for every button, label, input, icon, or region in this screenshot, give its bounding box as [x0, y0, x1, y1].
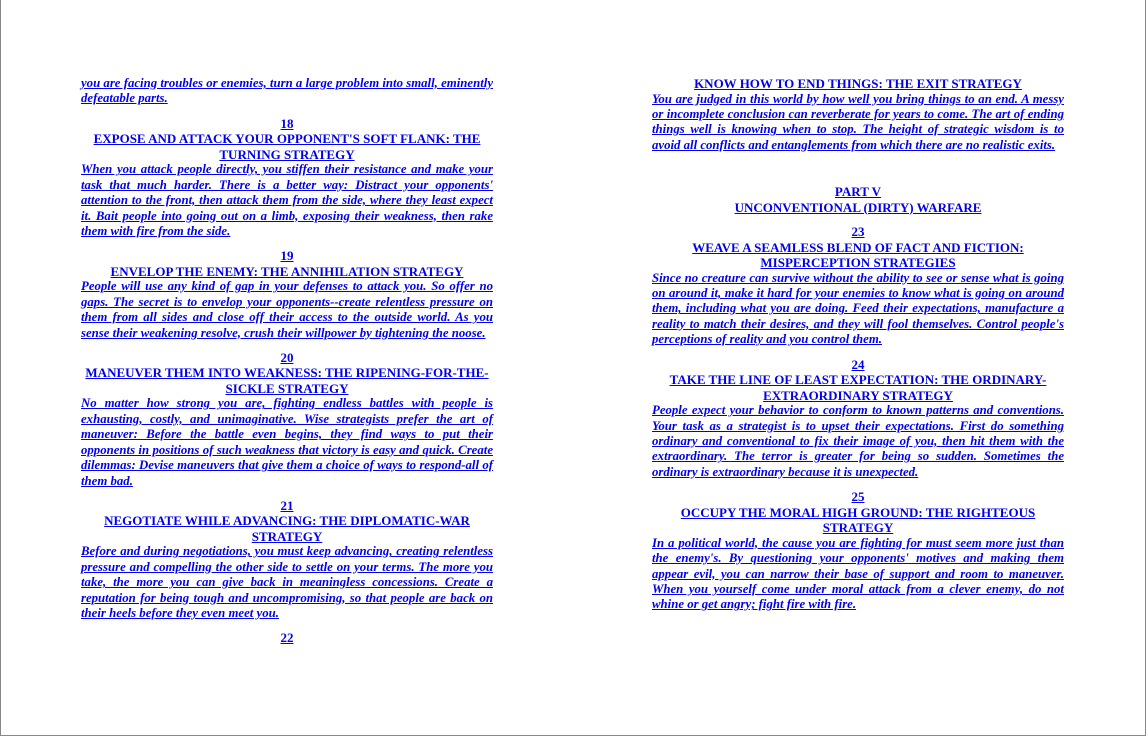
toc-entry-20 — [81, 350, 493, 489]
entry-summary-link[interactable]: When you attack people directly, you stiffen their resistance and make your task that much harder. There is a better way: Distract your opponents' attention to the front, then attack them from the side, where they least expect it. Bait people into going out on a limb, exposing their weakness, then rake them with fire from the side. — [81, 162, 493, 238]
entry-summary-link[interactable]: You are judged in this world by how well you bring things to an end. A messy or incomplete conclusion can reverberate for years to come. The art of ending things well is knowing when to stop. The height of strategic wisdom is to avoid all conflicts and entanglements from which there are no realistic exits. — [652, 91, 1064, 152]
entry-number-link[interactable]: 25 — [851, 489, 865, 505]
part-title-link[interactable]: UNCONVENTIONAL (DIRTY) WARFARE — [734, 199, 982, 215]
entry-title-link[interactable]: TAKE THE LINE OF LEAST EXPECTATION: THE ORDINARY-EXTRAORDINARY STRATEGY — [669, 372, 1047, 403]
toc-entry-24 — [652, 357, 1064, 481]
entry-summary-link[interactable]: Before and during negotiations, you must keep advancing, creating relentless pressure and compelling the other side to settle on your terms. The more you take, the more you can give back in meaningless concessions. Create a reputation for being tough and uncompromising, so that people are back on their heels before they even meet you. — [81, 544, 493, 621]
entry-number-link[interactable]: 19 — [280, 248, 294, 264]
entry-number-link[interactable]: 20 — [280, 349, 294, 365]
entry-summary-link[interactable]: In a political world, the cause you are fighting for must seem more just than the enemy's. By questioning your opponents' motives and making them appear evil, you can narrow their base of support and room to maneuver. When you yourself come under moral attack from a clever enemy, do not whine or get angry; fight fire with fire. — [652, 535, 1064, 612]
entry-number-link[interactable]: 23 — [851, 224, 865, 240]
toc-entry-19 — [81, 248, 493, 341]
entry-title-link[interactable]: WEAVE A SEAMLESS BLEND OF FACT AND FICTION: MISPERCEPTION STRATEGIES — [692, 239, 1024, 271]
part-label-link[interactable]: PART V — [834, 184, 882, 200]
entry-summary-link[interactable]: People expect your behavior to conform to known patterns and conventions. Your task as a strategist is to upset their expectations. First do something ordinary and conventional to fix their image of you, then hit them with the extraordinary. The terror is greater for being so sudden. Sometimes the ordinary is extraordinary because it is unexpected. — [652, 403, 1064, 479]
entry-title-link[interactable]: MANEUVER THEM INTO WEAKNESS: THE RIPENING-FOR-THE-SICKLE STRATEGY — [85, 365, 489, 396]
toc-entry-exit-strategy — [652, 76, 1064, 153]
toc-entry-23 — [652, 224, 1064, 348]
entry-summary-link[interactable]: No matter how strong you are, fighting endless battles with people is exhausting, costly, and unimaginative. Wise strategists prefer the art of maneuver: Before the battle even begins, they find ways to put their opponents in positions of such weakness that victory is easy and quick. Create dilemmas: Devise maneuvers that give them a choice of ways to respond-all of them bad. — [81, 396, 493, 488]
part-heading — [652, 184, 1064, 215]
trailing-entry-number-link[interactable]: 22 — [280, 630, 294, 646]
entry-title-link[interactable]: EXPOSE AND ATTACK YOUR OPPONENT'S SOFT FLANK: THE TURNING STRATEGY — [93, 131, 481, 162]
right-page — [652, 76, 1064, 613]
entry-summary-link[interactable]: People will use any kind of gap in your defenses to attack you. So offer no gaps. The secret is to envelop your opponents--create relentless pressure on them from all sides and close off their access to the outside world. As you sense their weakening resolve, crush their willpower by tightening the noose. — [81, 279, 493, 340]
entry-title-link[interactable]: ENVELOP THE ENEMY: THE ANNIHILATION STRATEGY — [110, 263, 464, 279]
entry-title-link[interactable]: OCCUPY THE MORAL HIGH GROUND: THE RIGHTEOUS STRATEGY — [680, 504, 1036, 536]
entry-title-link[interactable]: NEGOTIATE WHILE ADVANCING: THE DIPLOMATIC-WAR STRATEGY — [104, 513, 470, 544]
entry-title-link[interactable]: KNOW HOW TO END THINGS: THE EXIT STRATEGY — [694, 76, 1022, 91]
entry-number-link[interactable]: 21 — [280, 497, 294, 513]
toc-entry-25 — [652, 489, 1064, 613]
entry-summary-link[interactable]: Since no creature can survive without the ability to see or sense what is going on around it, make it hard for your enemies to know what is going on around them, including what you are doing. Feed their expectations, manufacture a reality to match their desires, and they will fool themselves. Control people's perceptions of reality and you control them. — [652, 270, 1064, 347]
toc-entry-18 — [81, 116, 493, 240]
left-page — [81, 76, 493, 646]
entry-number-link[interactable]: 24 — [851, 356, 865, 372]
intro-text-link[interactable]: you are facing troubles or enemies, turn a large problem into small, eminently defeatable parts. — [81, 76, 493, 106]
entry-number-link[interactable]: 18 — [280, 115, 294, 131]
toc-entry-21 — [81, 498, 493, 622]
